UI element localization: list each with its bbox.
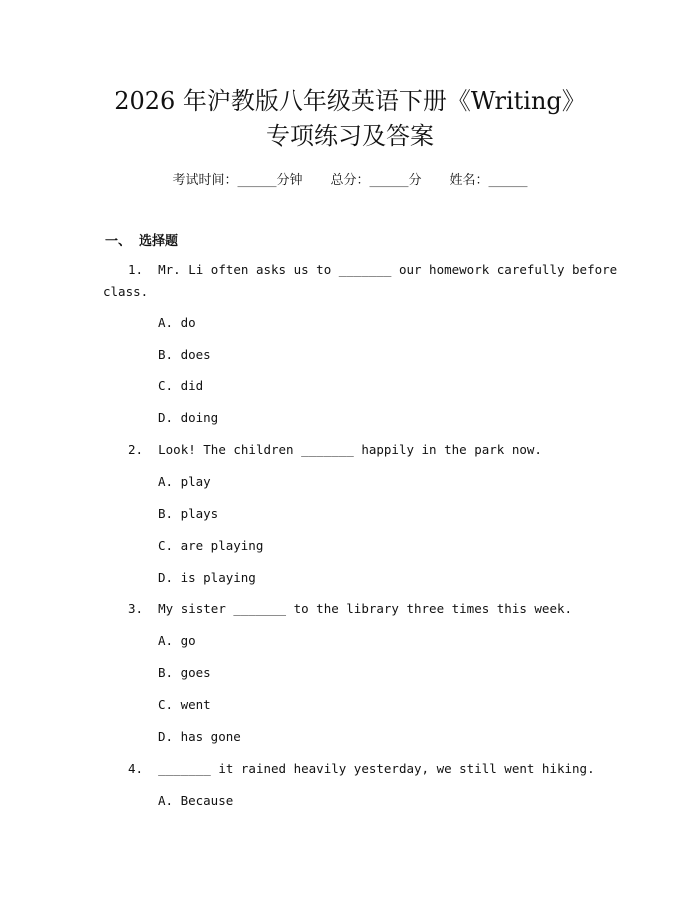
option-2d: D. is playing — [158, 570, 256, 585]
question-number: 4. — [128, 761, 144, 776]
option-1a: A. do — [158, 315, 196, 330]
question-number: 1. — [128, 262, 144, 277]
document-title-line-1: 2026 年沪教版八年级英语下册《Writing》 — [114, 87, 586, 115]
option-1c: C. did — [158, 378, 204, 393]
option-3c: C. went — [158, 697, 211, 712]
question-text: _______ it rained heavily yesterday, we still went hiking. — [158, 761, 595, 776]
document-title-line-2: 专项练习及答案 — [266, 122, 434, 150]
time-blank: ______ — [237, 173, 277, 188]
option-2a: A. play — [158, 474, 211, 489]
name-label: 姓名： — [449, 173, 489, 188]
question-4 — [128, 761, 595, 777]
score-label: 总分： — [330, 173, 370, 188]
question-text: Look! The children _______ happily in the park now. — [158, 442, 542, 457]
question-text: Mr. Li often asks us to _______ our homework carefully before — [158, 262, 618, 277]
question-3 — [128, 601, 572, 617]
option-1d: D. doing — [158, 410, 219, 425]
option-3a: A. go — [158, 633, 196, 648]
section-number: 一、 — [105, 234, 132, 249]
name-blank: ______ — [488, 173, 528, 188]
question-1-continuation: class. — [103, 284, 149, 299]
option-3d: D. has gone — [158, 729, 241, 744]
option-4a: A. Because — [158, 793, 234, 808]
question-number: 3. — [128, 601, 144, 616]
section-title: 选择题 — [139, 234, 179, 249]
exam-info — [0, 169, 700, 188]
question-number: 2. — [128, 442, 144, 457]
question-1 — [128, 262, 617, 278]
time-unit: 分钟 — [276, 173, 303, 188]
time-label: 考试时间： — [172, 173, 238, 188]
option-2b: B. plays — [158, 506, 219, 521]
option-2c: C. are playing — [158, 538, 264, 553]
option-1b: B. does — [158, 347, 211, 362]
option-3b: B. goes — [158, 665, 211, 680]
score-blank: ______ — [369, 173, 409, 188]
question-text: My sister _______ to the library three times this week. — [158, 601, 573, 616]
score-unit: 分 — [408, 173, 422, 188]
section-heading — [105, 230, 178, 249]
question-2 — [128, 442, 542, 458]
